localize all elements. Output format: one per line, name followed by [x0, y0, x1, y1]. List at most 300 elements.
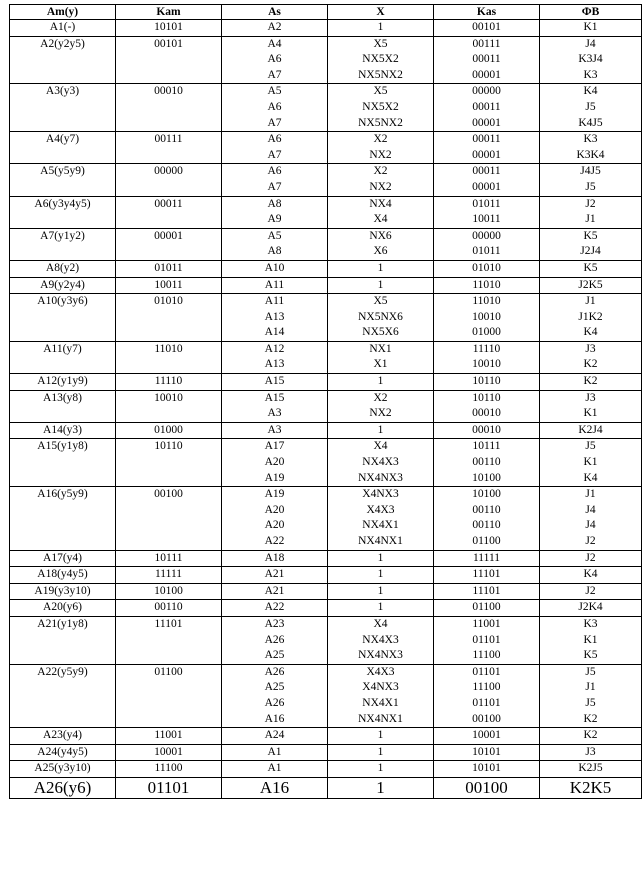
cell-kas	[434, 374, 540, 391]
cell-fv-line: J4J5	[580, 165, 601, 178]
cell-kas-line: 00010	[472, 407, 501, 420]
cell-as-line: A22	[264, 601, 285, 614]
cell-fv-line: J4	[585, 37, 596, 50]
cell-kas-line: 11101	[472, 568, 501, 581]
cell-x	[328, 260, 434, 277]
table-row	[10, 567, 642, 584]
transition-table	[9, 4, 642, 799]
table-row	[10, 228, 642, 260]
cell-kas-line: 11111	[472, 551, 501, 564]
cell-as-line: A6	[267, 165, 282, 178]
cell-x-line: 1	[377, 423, 384, 436]
cell-as	[222, 341, 328, 373]
cell-kas-line: 11001	[472, 617, 501, 630]
cell-as-line: A21	[264, 584, 285, 597]
cell-as-line: A18	[264, 551, 285, 564]
cell-fv	[540, 664, 642, 727]
cell-x-line: NX5NX6	[358, 310, 403, 323]
cell-am: A15(y1y8)	[10, 439, 116, 487]
cell-as	[222, 583, 328, 600]
cell-x-line: X6	[373, 245, 388, 258]
cell-am: A26(y6)	[10, 777, 116, 798]
header-fv: ФВ	[540, 5, 642, 20]
cell-kas-line: 00110	[472, 519, 501, 532]
cell-as	[222, 422, 328, 439]
cell-x	[328, 600, 434, 617]
cell-x-line: X5	[373, 37, 388, 50]
cell-kas-line: 11101	[472, 584, 501, 597]
cell-kas	[434, 294, 540, 342]
header-am: Am(y)	[10, 5, 116, 20]
cell-fv-line: K2	[583, 358, 598, 371]
cell-kas-line: 10110	[472, 375, 501, 388]
cell-fv	[540, 84, 642, 132]
cell-as	[222, 550, 328, 567]
table-row	[10, 20, 642, 37]
cell-as-line: A5	[267, 229, 282, 242]
cell-fv-line: K4	[583, 85, 598, 98]
cell-x-line: NX2	[369, 407, 392, 420]
cell-x-line: 1	[377, 729, 384, 742]
cell-x	[328, 761, 434, 778]
cell-am: A13(y8)	[10, 390, 116, 422]
cell-x-line: X2	[373, 391, 388, 404]
cell-x	[328, 294, 434, 342]
cell-fv	[540, 374, 642, 391]
cell-as	[222, 228, 328, 260]
cell-fv-line: K2	[583, 375, 598, 388]
table-row	[10, 616, 642, 664]
cell-kam: 10011	[116, 277, 222, 294]
cell-fv-line: K1	[583, 21, 598, 33]
cell-as-line: A1	[267, 762, 282, 775]
cell-fv-line: K4J5	[578, 116, 603, 129]
header-x: X	[328, 5, 434, 20]
cell-x-line: 1	[377, 21, 384, 33]
table-row	[10, 390, 642, 422]
cell-fv-line: K2	[583, 712, 598, 725]
cell-kas-line: 10100	[472, 488, 501, 501]
cell-fv-line: J3	[585, 745, 596, 758]
cell-as-line: A16	[259, 777, 290, 797]
cell-am: A25(y3y10)	[10, 761, 116, 778]
cell-am: A11(y7)	[10, 341, 116, 373]
cell-kam: 01011	[116, 260, 222, 277]
cell-x-line: NX4X1	[362, 519, 399, 532]
cell-x-line: NX5X2	[362, 100, 399, 113]
cell-kas	[434, 550, 540, 567]
cell-kas-line: 00001	[472, 180, 501, 193]
cell-x-line: NX4X3	[362, 456, 399, 469]
cell-fv-line: J2	[585, 551, 596, 564]
cell-kas-line: 01011	[472, 245, 501, 258]
cell-x	[328, 439, 434, 487]
cell-x-line: X4NX3	[362, 488, 399, 501]
cell-fv-line: J1	[585, 295, 596, 308]
cell-as-line: A11	[264, 295, 285, 308]
cell-am: A3(y3)	[10, 84, 116, 132]
cell-x-line: X4X3	[366, 665, 395, 678]
cell-x	[328, 228, 434, 260]
cell-kas-line: 10101	[472, 762, 501, 775]
cell-kam: 00101	[116, 36, 222, 84]
cell-fv	[540, 132, 642, 164]
cell-kas-line: 10101	[472, 745, 501, 758]
cell-kas-line: 00001	[472, 68, 501, 81]
cell-as	[222, 761, 328, 778]
cell-x	[328, 196, 434, 228]
cell-fv-line: K1	[583, 456, 598, 469]
cell-kas-line: 00001	[472, 148, 501, 161]
cell-fv	[540, 616, 642, 664]
cell-kas-line: 10011	[472, 213, 501, 226]
cell-as	[222, 600, 328, 617]
table-row	[10, 761, 642, 778]
cell-x-line: NX4	[369, 197, 392, 210]
cell-kas-line: 11010	[472, 295, 501, 308]
cell-fv-line: K1	[583, 633, 598, 646]
cell-as-line: A3	[267, 423, 282, 436]
cell-x-line: NX4NX3	[358, 649, 403, 662]
cell-fv	[540, 277, 642, 294]
cell-fv-line: J5	[585, 665, 596, 678]
cell-kas-line: 01100	[472, 601, 501, 614]
cell-kas	[434, 84, 540, 132]
cell-kas-line: 11110	[472, 342, 501, 355]
cell-kas-line: 00110	[472, 456, 501, 469]
cell-x-line: NX5X2	[362, 53, 399, 66]
cell-as-line: A8	[267, 245, 282, 258]
cell-kas-line: 00101	[472, 21, 501, 33]
cell-kam: 11111	[116, 567, 222, 584]
cell-as	[222, 728, 328, 745]
header-kam: Kam	[116, 5, 222, 20]
cell-kam: 10100	[116, 583, 222, 600]
cell-x-line: 1	[377, 762, 384, 775]
cell-fv-line: J5	[585, 440, 596, 453]
cell-fv-line: J2	[585, 535, 596, 547]
cell-am: A17(y4)	[10, 550, 116, 567]
cell-as-line: A11	[264, 278, 285, 291]
cell-kas-line: 01101	[472, 696, 501, 709]
cell-am: A5(y5y9)	[10, 164, 116, 196]
table-row	[10, 260, 642, 277]
cell-kam: 11010	[116, 341, 222, 373]
cell-fv-line: J4	[585, 519, 596, 532]
cell-kas	[434, 439, 540, 487]
cell-as-line: A8	[267, 197, 282, 210]
cell-x-line: NX4NX3	[358, 471, 403, 484]
cell-kam: 10010	[116, 390, 222, 422]
cell-as-line: A7	[267, 148, 282, 161]
table-body	[10, 20, 642, 799]
cell-am: A6(y3y4y5)	[10, 196, 116, 228]
cell-kas-line: 11100	[472, 681, 501, 694]
cell-x-line: X5	[373, 85, 388, 98]
cell-kam: 00000	[116, 164, 222, 196]
cell-as	[222, 84, 328, 132]
cell-kas-line: 01101	[472, 665, 501, 678]
cell-x-line: 1	[376, 777, 385, 797]
cell-as-line: A14	[264, 326, 285, 339]
cell-fv-line: K2K5	[569, 777, 612, 797]
header-as: As	[222, 5, 328, 20]
cell-as-line: A24	[264, 729, 285, 742]
cell-fv-line: K2J5	[578, 762, 603, 775]
cell-x-line: 1	[377, 601, 384, 614]
cell-as-line: A2	[267, 21, 282, 33]
cell-x	[328, 422, 434, 439]
cell-as-line: A21	[264, 568, 285, 581]
cell-kam: 10001	[116, 744, 222, 761]
cell-kas-line: 10010	[472, 358, 501, 371]
cell-am: A23(y4)	[10, 728, 116, 745]
cell-fv-line: K4	[583, 326, 598, 339]
header-row	[10, 5, 642, 20]
cell-fv-line: J2J4	[580, 245, 601, 258]
cell-kam: 01000	[116, 422, 222, 439]
cell-am: A9(y2y4)	[10, 277, 116, 294]
cell-kas	[434, 487, 540, 550]
cell-fv-line: J5	[585, 696, 596, 709]
cell-x-line: NX4X3	[362, 633, 399, 646]
cell-as-line: A20	[264, 519, 285, 532]
cell-kas-line: 00100	[465, 777, 508, 797]
cell-fv	[540, 567, 642, 584]
cell-kas	[434, 228, 540, 260]
cell-kas-line: 00011	[472, 53, 501, 66]
cell-as-line: A7	[267, 180, 282, 193]
cell-fv	[540, 728, 642, 745]
cell-as	[222, 567, 328, 584]
cell-kas	[434, 20, 540, 37]
cell-x	[328, 132, 434, 164]
cell-fv-line: J1	[585, 213, 596, 226]
cell-x-line: 1	[377, 375, 384, 388]
cell-kas-line: 10100	[472, 471, 501, 484]
cell-kas	[434, 616, 540, 664]
cell-x	[328, 550, 434, 567]
cell-fv	[540, 439, 642, 487]
cell-as-line: A5	[267, 85, 282, 98]
cell-x-line: NX5X6	[362, 326, 399, 339]
cell-x-line: X1	[373, 358, 388, 371]
cell-kas-line: 00011	[472, 165, 501, 178]
cell-x	[328, 616, 434, 664]
cell-x	[328, 744, 434, 761]
cell-fv-line: K4	[583, 471, 598, 484]
table-row	[10, 341, 642, 373]
cell-as-line: A6	[267, 133, 282, 146]
cell-x-line: NX4NX1	[358, 535, 403, 547]
cell-kas	[434, 728, 540, 745]
cell-as-line: A19	[264, 471, 285, 484]
cell-fv-line: J4	[585, 503, 596, 516]
cell-kas-line: 00011	[472, 100, 501, 113]
cell-as-line: A19	[264, 488, 285, 501]
table-row	[10, 777, 642, 798]
cell-kas	[434, 583, 540, 600]
cell-kas-line: 00000	[472, 229, 501, 242]
cell-kas	[434, 36, 540, 84]
cell-x-line: 1	[377, 568, 384, 581]
cell-kam: 11001	[116, 728, 222, 745]
cell-kas-line: 01101	[472, 633, 501, 646]
cell-kas	[434, 277, 540, 294]
cell-as-line: A20	[264, 456, 285, 469]
cell-as	[222, 390, 328, 422]
cell-x	[328, 583, 434, 600]
cell-as	[222, 374, 328, 391]
cell-as	[222, 439, 328, 487]
cell-as-line: A23	[264, 617, 285, 630]
cell-x-line: 1	[377, 745, 384, 758]
cell-am: A7(y1y2)	[10, 228, 116, 260]
cell-fv	[540, 777, 642, 798]
cell-fv	[540, 20, 642, 37]
cell-x	[328, 487, 434, 550]
cell-x-line: NX4X1	[362, 696, 399, 709]
cell-fv	[540, 164, 642, 196]
cell-as-line: A15	[264, 391, 285, 404]
cell-kas-line: 00001	[472, 116, 501, 129]
cell-kas	[434, 390, 540, 422]
cell-kam: 01010	[116, 294, 222, 342]
cell-as-line: A25	[264, 649, 285, 662]
cell-fv	[540, 583, 642, 600]
cell-kam: 11100	[116, 761, 222, 778]
cell-as	[222, 277, 328, 294]
table-row	[10, 132, 642, 164]
cell-fv-line: K1	[583, 407, 598, 420]
cell-x	[328, 164, 434, 196]
cell-fv-line: K3	[583, 133, 598, 146]
cell-kam: 00100	[116, 487, 222, 550]
table-header	[10, 5, 642, 20]
cell-as-line: A25	[264, 681, 285, 694]
cell-kam: 00001	[116, 228, 222, 260]
cell-fv-line: J1	[585, 488, 596, 501]
cell-as	[222, 132, 328, 164]
cell-as-line: A13	[264, 310, 285, 323]
cell-fv	[540, 36, 642, 84]
cell-kas-line: 01100	[472, 535, 501, 547]
cell-x-line: X4NX3	[362, 681, 399, 694]
cell-x-line: NX4NX1	[358, 712, 403, 725]
cell-fv-line: J5	[585, 180, 596, 193]
cell-x-line: X4	[373, 440, 388, 453]
cell-x	[328, 567, 434, 584]
cell-as-line: A7	[267, 68, 282, 81]
cell-kas	[434, 744, 540, 761]
cell-as-line: A10	[264, 261, 285, 274]
cell-as-line: A17	[264, 440, 285, 453]
cell-kas	[434, 132, 540, 164]
cell-am: A21(y1y8)	[10, 616, 116, 664]
table-row	[10, 728, 642, 745]
cell-kam: 11110	[116, 374, 222, 391]
cell-kas-line: 00110	[472, 503, 501, 516]
cell-fv-line: K3K4	[576, 148, 605, 161]
cell-kas-line: 11100	[472, 649, 501, 662]
cell-fv-line: J2	[585, 584, 596, 597]
cell-kas-line: 00011	[472, 133, 501, 146]
cell-fv	[540, 196, 642, 228]
cell-fv-line: K2J4	[578, 423, 603, 436]
cell-kas	[434, 260, 540, 277]
cell-as-line: A22	[264, 535, 285, 547]
cell-x-line: 1	[377, 584, 384, 597]
cell-as-line: A6	[267, 100, 282, 113]
cell-x-line: 1	[377, 261, 384, 274]
cell-fv	[540, 761, 642, 778]
cell-as	[222, 164, 328, 196]
cell-fv-line: K2	[583, 729, 598, 742]
cell-am: A1(-)	[10, 20, 116, 37]
cell-fv-line: J3	[585, 342, 596, 355]
cell-as	[222, 616, 328, 664]
cell-kam: 00010	[116, 84, 222, 132]
cell-fv-line: K3	[583, 68, 598, 81]
cell-kam: 00110	[116, 600, 222, 617]
cell-am: A12(y1y9)	[10, 374, 116, 391]
cell-x	[328, 777, 434, 798]
cell-fv-line: K3	[583, 617, 598, 630]
table-row	[10, 374, 642, 391]
cell-kas	[434, 761, 540, 778]
cell-kam: 10101	[116, 20, 222, 37]
cell-x	[328, 390, 434, 422]
cell-am: A10(y3y6)	[10, 294, 116, 342]
cell-fv-line: J2K4	[578, 601, 603, 614]
cell-as-line: A16	[264, 712, 285, 725]
cell-as-line: A20	[264, 503, 285, 516]
cell-am: A19(y3y10)	[10, 583, 116, 600]
cell-x-line: 1	[377, 278, 384, 291]
cell-x-line: NX5NX2	[358, 116, 403, 129]
cell-kam: 00011	[116, 196, 222, 228]
cell-kas	[434, 777, 540, 798]
cell-kas	[434, 567, 540, 584]
table-row	[10, 583, 642, 600]
cell-x-line: NX6	[369, 229, 392, 242]
cell-fv-line: K5	[583, 649, 598, 662]
cell-x	[328, 36, 434, 84]
cell-kas-line: 10110	[472, 391, 501, 404]
cell-fv-line: J1	[585, 681, 596, 694]
cell-as	[222, 664, 328, 727]
cell-kam: 10110	[116, 439, 222, 487]
table-row	[10, 422, 642, 439]
cell-as-line: A1	[267, 745, 282, 758]
cell-kas	[434, 196, 540, 228]
cell-kas-line: 10001	[472, 729, 501, 742]
cell-as-line: A15	[264, 375, 285, 388]
cell-kam: 01101	[116, 777, 222, 798]
cell-kam: 00111	[116, 132, 222, 164]
cell-as-line: A6	[267, 53, 282, 66]
cell-kas-line: 10010	[472, 310, 501, 323]
cell-as-line: A26	[264, 696, 285, 709]
cell-x-line: X5	[373, 295, 388, 308]
cell-fv-line: J2K5	[578, 278, 603, 291]
cell-kas	[434, 664, 540, 727]
cell-fv	[540, 487, 642, 550]
cell-fv-line: K3J4	[578, 53, 603, 66]
cell-kas-line: 00000	[472, 85, 501, 98]
cell-fv	[540, 390, 642, 422]
table-row	[10, 294, 642, 342]
